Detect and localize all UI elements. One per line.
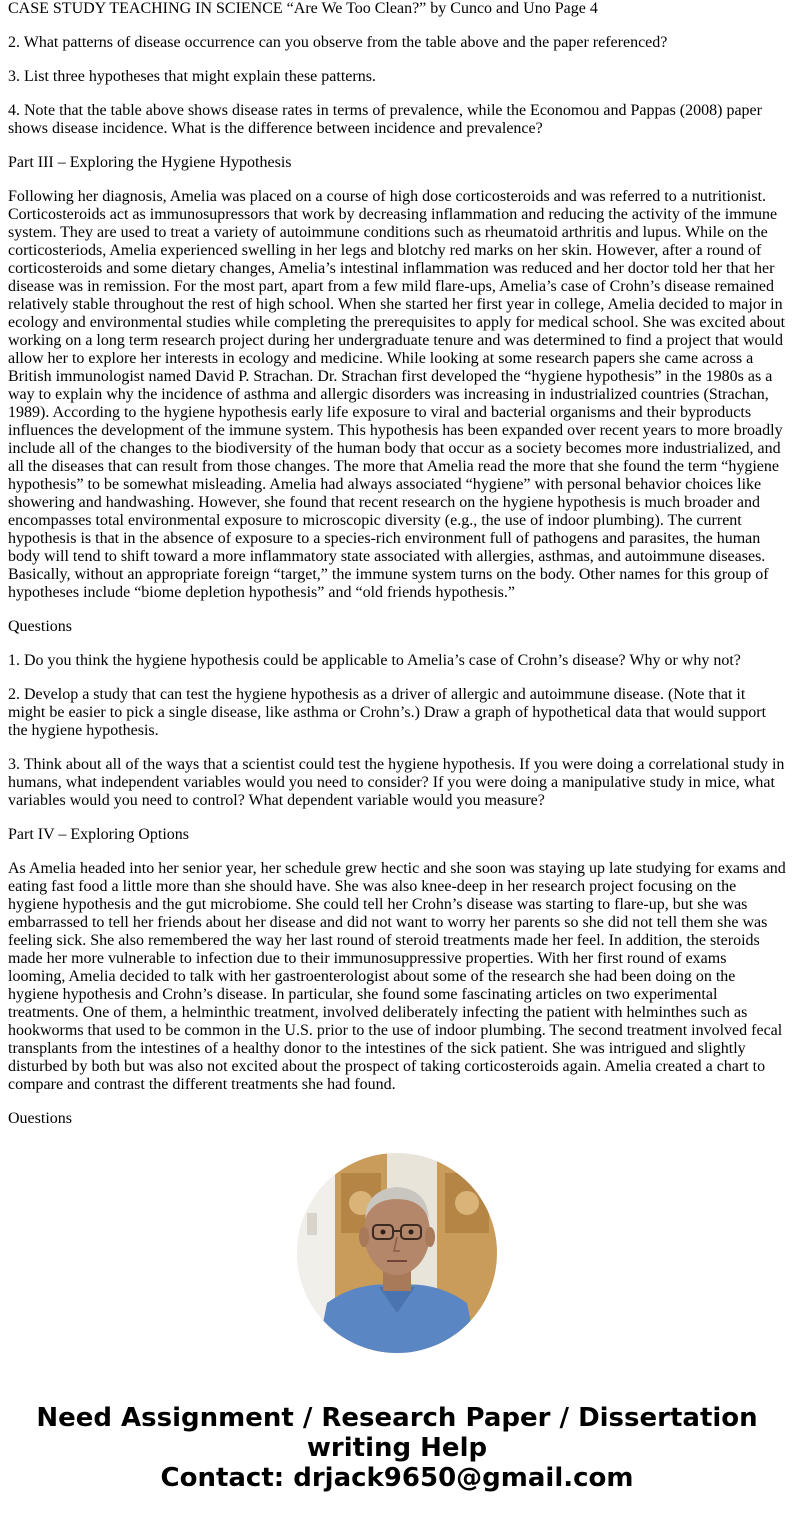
promo-line-1: Need Assignment / Research Paper / Dissertation [36, 1403, 758, 1433]
questions-heading-2: Ouestions [8, 1110, 72, 1127]
part-4-title: Part IV – Exploring Options [8, 826, 190, 843]
part-3-question-1: 1. Do you think the hygiene hypothesis could be applicable to Amelia’s case of Crohn’s disease? Why or why not? [8, 652, 741, 669]
questions-heading: Questions [8, 618, 72, 635]
portrait-image [297, 1153, 497, 1353]
part-3-body: Following her diagnosis, Amelia was placed on a course of high dose corticosteroids and was referred to a nutritionist. Corticosteroids act as immunosupressors that work by decreasing inflammation and reducing the activity of the immune system. They are used to treat a variety of autoimmune conditions such as rheumatoid arthritis and lupus. While on the corticosteriods, Amelia experienced swelling in her legs and blotchy red marks on her skin. However, after a round of corticosteroids and some dietary changes, Amelia’s intestinal inflammation was reduced and her doctor told her that her disease was in remission. For the most part, apart from a few mild flare-ups, Amelia’s case of Crohn’s disease remained relatively stable throughout the rest of high school. When she started her first year in college, Amelia decided to major in ecology and environmental studies while completing the prerequisites to apply for medical school. She was excited about working on a long term research project during her undergraduate tenure and was determined to find a project that would allow her to explore her interests in ecology and medicine. While looking at some research papers she came across a British immunologist named David P. Strachan. Dr. Strachan first developed the “hygiene hypothesis” in the 1980s as a way to explain why the incidence of asthma and allergic disorders was increasing in industrialized countries (Strachan, 1989). According to the hygiene hypothesis early life exposure to viral and bacterial organisms and their byproducts influences the development of the immune system. This hypothesis has been expanded over recent years to more broadly include all of the changes to the biodiversity of the human body that occur as a society becomes more industrialized, and all the diseases that can result from those changes. The more that Amelia read the more that she found the term “hygiene hypothesis” to be somewhat misleading. Amelia had always associated “hygiene” with personal behavior choices like showering and handwashing. However, she found that recent research on the hygiene hypothesis is much broader and encompasses total environmental exposure to microscopic diversity (e.g., the use of indoor plumbing). The current hypothesis is that in the absence of exposure to a species-rich environment full of pathogens and parasites, the human body will tend to shift toward a more inflammatory state associated with allergies, asthmas, and autoimmune diseases. Basically, without an appropriate foreign “target,” the immune system turns on the body. Other names for this group of hypotheses include “biome depletion hypothesis” and “old friends hypothesis.” [8, 188, 786, 601]
part-3-title: Part III – Exploring the Hygiene Hypothesis [8, 154, 292, 171]
part-3-question-2: 2. Develop a study that can test the hygiene hypothesis as a driver of allergic and autoimmune disease. (Note that it might be easier to pick a single disease, like asthma or Crohn’s.) Draw a graph of hypothetical data that would support the hygiene hypothesis. [8, 686, 767, 739]
promo-banner [0, 1403, 794, 1493]
question-3: 3. List three hypotheses that might explain these patterns. [8, 68, 376, 85]
promo-line-2: writing Help [306, 1433, 488, 1463]
promo-contact: Contact: drjack9650@gmail.com [160, 1463, 634, 1493]
document-body [8, 0, 786, 1144]
avatar [297, 1153, 497, 1353]
page-header: CASE STUDY TEACHING IN SCIENCE “Are We Too Clean?” by Cunco and Uno Page 4 [8, 0, 598, 17]
question-4: 4. Note that the table above shows disease rates in terms of prevalence, while the Economou and Pappas (2008) paper shows disease incidence. What is the difference between incidence and prevalence? [8, 102, 762, 137]
part-4-body: As Amelia headed into her senior year, her schedule grew hectic and she soon was staying up late studying for exams and eating fast food a little more than she should have. She was also knee-deep in her research project focusing on the hygiene hypothesis and the gut microbiome. She could tell her Crohn’s disease was starting to flare-up, but she was embarrassed to tell her friends about her disease and did not want to worry her parents so she did not tell them she was feeling sick. She also remembered the way her last round of steroid treatments made her feel. In addition, the steroids made her more vulnerable to infection due to their immunosuppressive properties. With her first round of exams looming, Amelia decided to talk with her gastroenterologist about some of the research she had been doing on the hygiene hypothesis and Crohn’s disease. In particular, she found some fascinating articles on two experimental treatments. One of them, a helminthic treatment, involved deliberately infecting the patient with helminthes such as hookworms that used to be common in the U.S. prior to the use of indoor plumbing. The second treatment involved fecal transplants from the intestines of a healthy donor to the intestines of the sick patient. She was intrigued and slightly disturbed by both but was also not excited about the prospect of taking corticosteroids again. Amelia created a chart to compare and contrast the different treatments she had found. [8, 860, 786, 1093]
part-3-question-3: 3. Think about all of the ways that a scientist could test the hygiene hypothesis. If you were doing a correlational study in humans, what independent variables would you need to consider? If you were doing a manipulative study in mice, what variables would you need to control? What dependent variable would you measure? [8, 756, 785, 809]
question-2: 2. What patterns of disease occurrence can you observe from the table above and the paper referenced? [8, 34, 668, 51]
